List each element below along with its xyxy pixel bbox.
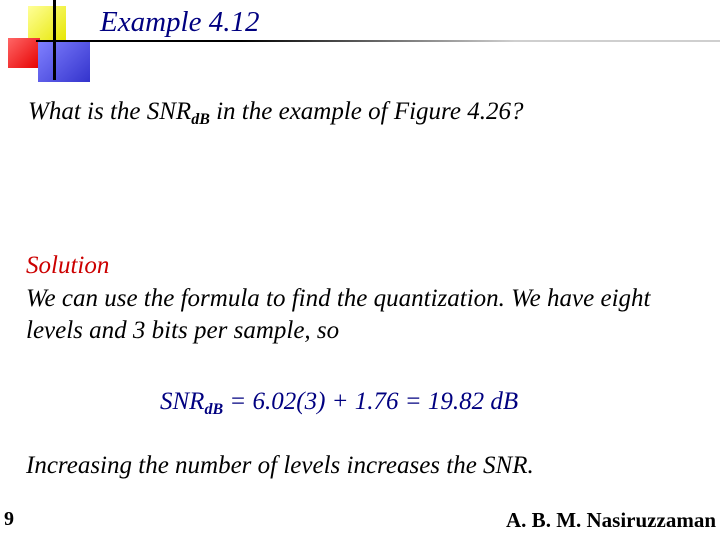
solution-heading: Solution	[26, 252, 110, 279]
question-prefix: What is the SNR	[28, 98, 192, 125]
formula-rhs: = 6.02(3) + 1.76 = 19.82 dB	[223, 388, 519, 415]
formula-subscript: dB	[204, 401, 224, 418]
question-subscript: dB	[191, 111, 210, 128]
snr-formula	[160, 388, 518, 416]
conclusion-text: Increasing the number of levels increases the SNR.	[26, 452, 534, 479]
formula-lhs: SNR	[160, 388, 205, 415]
page-number: 9	[4, 508, 14, 530]
question-suffix: in the example of Figure 4.26?	[209, 98, 524, 125]
solution-text: We can use the formula to find the quantization. We have eight levels and 3 bits per sample, so	[26, 285, 651, 344]
question-text	[28, 98, 523, 126]
decor-yellow-square	[28, 6, 66, 42]
decor-blue-square	[38, 42, 90, 82]
slide-title: Example 4.12	[100, 6, 260, 38]
title-underline	[36, 40, 720, 42]
decor-red-square	[8, 38, 40, 68]
author-name: A. B. M. Nasiruzzaman	[506, 508, 716, 532]
